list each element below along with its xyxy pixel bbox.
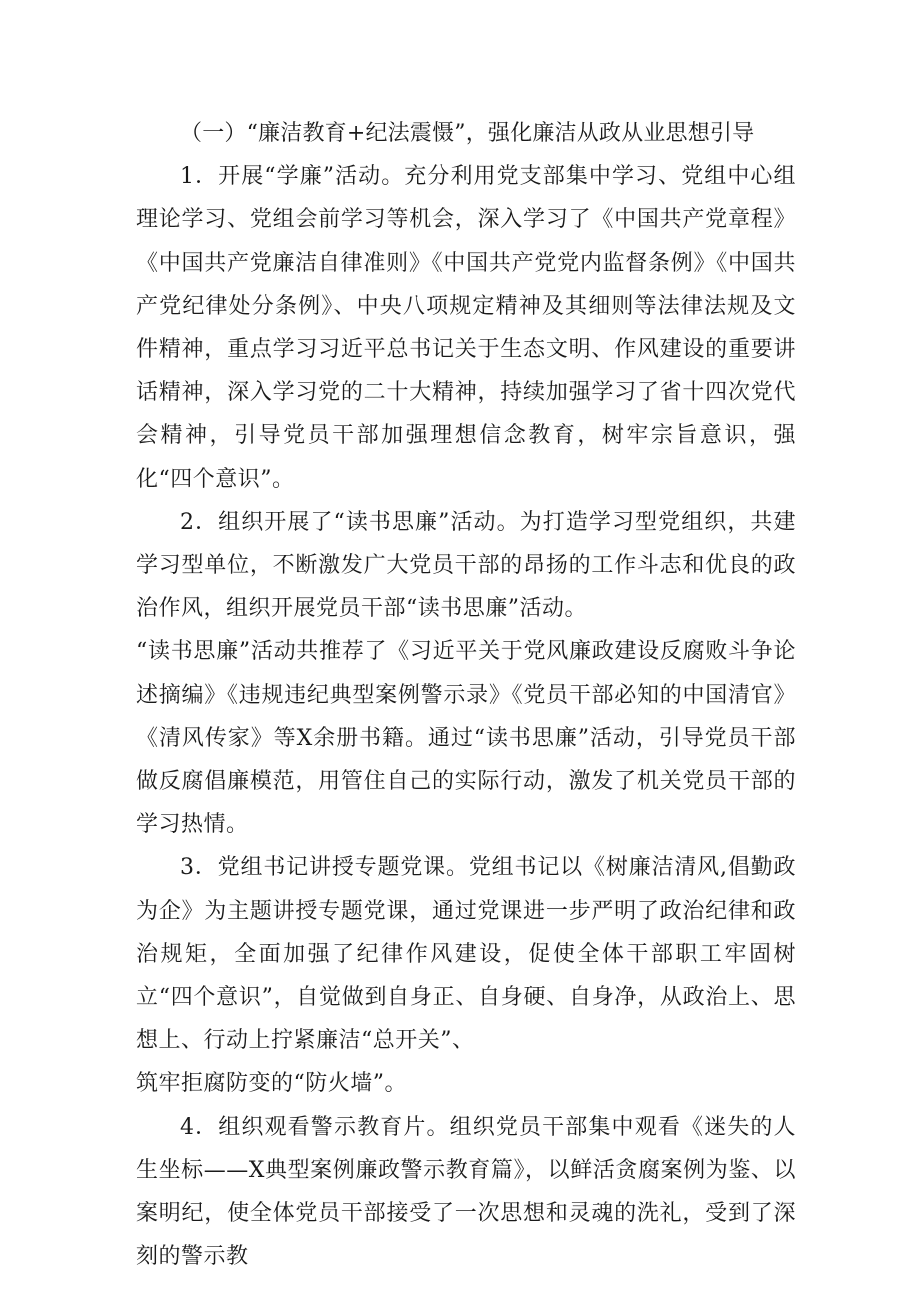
- paragraph-study-integrity: 1．开展“学廉”活动。充分利用党支部集中学习、党组中心组理论学习、党组会前学习等机会，深入学习了《中国共产党章程》《中国共产党廉洁自律准则》《中国共产党党内监督条例》《中国共产党纪律处分条例》、中央八项规定精神及其细则等法律法规及文件精神，重点学习习近平总书记关于生态文明、作风建设的重要讲话精神，深入学习党的二十大精神，持续加强学习了省十四次党代会精神，引导党员干部加强理想信念教育，树牢宗旨意识，强化“四个意识”。: [136, 164, 796, 492]
- paragraph-firewall: 筑牢拒腐防变的“防火墙”。: [136, 1071, 407, 1097]
- paragraph-recommended-books: “读书思廉”活动共推荐了《习近平关于党风廉政建设反腐败斗争论述摘编》《违规违纪典型案例警示录》《党员干部必知的中国清官》《清风传家》等X余册书籍。通过“读书思廉”活动，引导党员干部做反腐倡廉模范，用管住自己的实际行动，激发了机关党员干部的学习热情。: [136, 639, 796, 838]
- document-body: [136, 112, 796, 1278]
- section-heading: （一）“廉洁教育+纪法震慑”，强化廉洁从政从业思想引导: [180, 121, 755, 146]
- paragraph-party-lecture: 3．党组书记讲授专题党课。党组书记以《树廉洁清风,倡勤政为企》为主题讲授专题党课，通过党课进一步严明了政治纪律和政治规矩，全面加强了纪律作风建设，促使全体干部职工牢固树立“四个意识”，自觉做到自身正、自身硬、自身净，从政治上、思想上、行动上拧紧廉洁“总开关”、: [136, 855, 796, 1054]
- paragraph-warning-film: 4．组织观看警示教育片。组织党员干部集中观看《迷失的人生坐标——X典型案例廉政警示教育篇》，以鲜活贪腐案例为鉴、以案明纪，使全体党员干部接受了一次思想和灵魂的洗礼，受到了深刻的警示教: [136, 1114, 796, 1270]
- paragraph-reading-activity: 2．组织开展了“读书思廉”活动。为打造学习型党组织，共建学习型单位，不断激发广大党员干部的昂扬的工作斗志和优良的政治作风，组织开展党员干部“读书思廉”活动。: [136, 509, 796, 622]
